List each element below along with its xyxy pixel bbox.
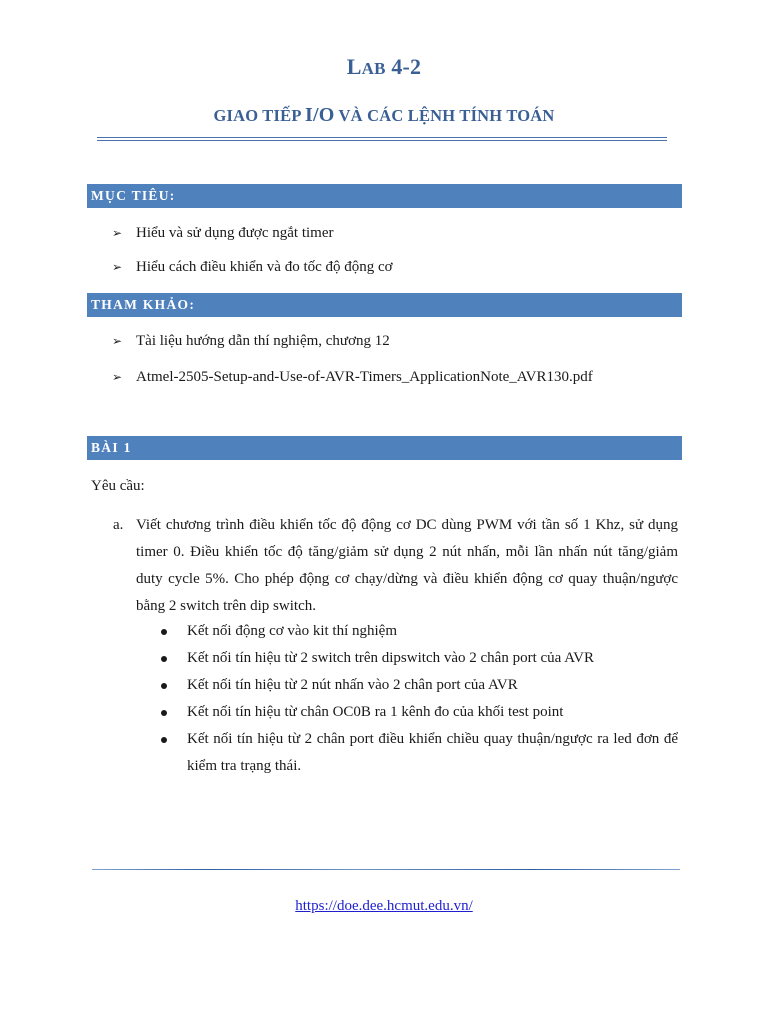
task-marker: a. <box>113 517 124 533</box>
objective-item <box>112 223 333 243</box>
list-item-text: Kết nối tín hiệu từ 2 nút nhấn vào 2 chân port của AVR <box>187 677 518 693</box>
objective-text: Hiểu và sử dụng được ngắt timer <box>136 225 334 241</box>
list-item <box>160 726 678 780</box>
title-rest: AB <box>361 59 386 78</box>
subtitle-end: VÀ CÁC LỆNH TÍNH TOÁN <box>334 106 555 125</box>
footer-divider <box>92 869 680 870</box>
list-item-text: Kết nối tín hiệu từ 2 chân port điều khiển chiều quay thuận/ngược ra led đơn để kiểm tra trạng thái. <box>187 731 678 774</box>
objective-item <box>112 257 393 277</box>
bullet-dot-icon <box>161 656 167 662</box>
task-bullet-list <box>160 618 678 780</box>
section-heading-objectives: MỤC TIÊU: <box>87 184 682 208</box>
footer-url-link[interactable]: https://doe.dee.hcmut.edu.vn/ <box>295 898 473 914</box>
bullet-dot-icon <box>161 629 167 635</box>
title-divider <box>97 137 667 141</box>
bullet-dot-icon <box>161 683 167 689</box>
list-item <box>160 699 678 726</box>
arrow-bullet-icon: ➢ <box>112 370 123 384</box>
section-heading-exercise-1: BÀI 1 <box>87 436 682 460</box>
bullet-dot-icon <box>161 737 167 743</box>
title-initial: L <box>346 54 362 79</box>
subtitle-io: I/O <box>305 104 335 126</box>
page-title <box>0 54 768 80</box>
arrow-bullet-icon: ➢ <box>112 226 123 240</box>
reference-text: Atmel-2505-Setup-and-Use-of-AVR-Timers_ApplicationNote_AVR130.pdf <box>136 369 593 385</box>
list-item <box>160 672 678 699</box>
page-subtitle <box>0 104 768 127</box>
reference-item <box>112 331 390 351</box>
list-item-text: Kết nối tín hiệu từ chân OC0B ra 1 kênh đo của khối test point <box>187 704 564 720</box>
task-text: Viết chương trình điều khiển tốc độ động cơ DC dùng PWM với tần số 1 Khz, sử dụng timer 0. Điều khiển tốc độ tăng/giảm sử dụng 2 nút nhấn, mỗi lần nhấn nút tăng/giảm duty cycle 5%. Cho phép động cơ chạy/dừng và điều khiển động cơ quay thuận/ngược bằng 2 switch trên dip switch. <box>136 517 678 614</box>
subtitle-start: GIAO TIẾP <box>213 106 306 125</box>
section-heading-references: THAM KHẢO: <box>87 293 682 317</box>
list-item-text: Kết nối động cơ vào kit thí nghiệm <box>187 623 397 639</box>
objective-text: Hiểu cách điều khiển và đo tốc độ động cơ <box>136 259 393 275</box>
list-item-text: Kết nối tín hiệu từ 2 switch trên dipswitch vào 2 chân port của AVR <box>187 650 594 666</box>
list-item <box>160 645 678 672</box>
reference-item <box>112 367 593 387</box>
arrow-bullet-icon: ➢ <box>112 260 123 274</box>
reference-text: Tài liệu hướng dẫn thí nghiệm, chương 12 <box>136 333 390 349</box>
arrow-bullet-icon: ➢ <box>112 334 123 348</box>
task-paragraph <box>113 512 678 620</box>
requirement-label: Yêu cầu: <box>91 478 145 494</box>
title-number: 4-2 <box>391 54 422 79</box>
bullet-dot-icon <box>161 710 167 716</box>
list-item <box>160 618 678 645</box>
